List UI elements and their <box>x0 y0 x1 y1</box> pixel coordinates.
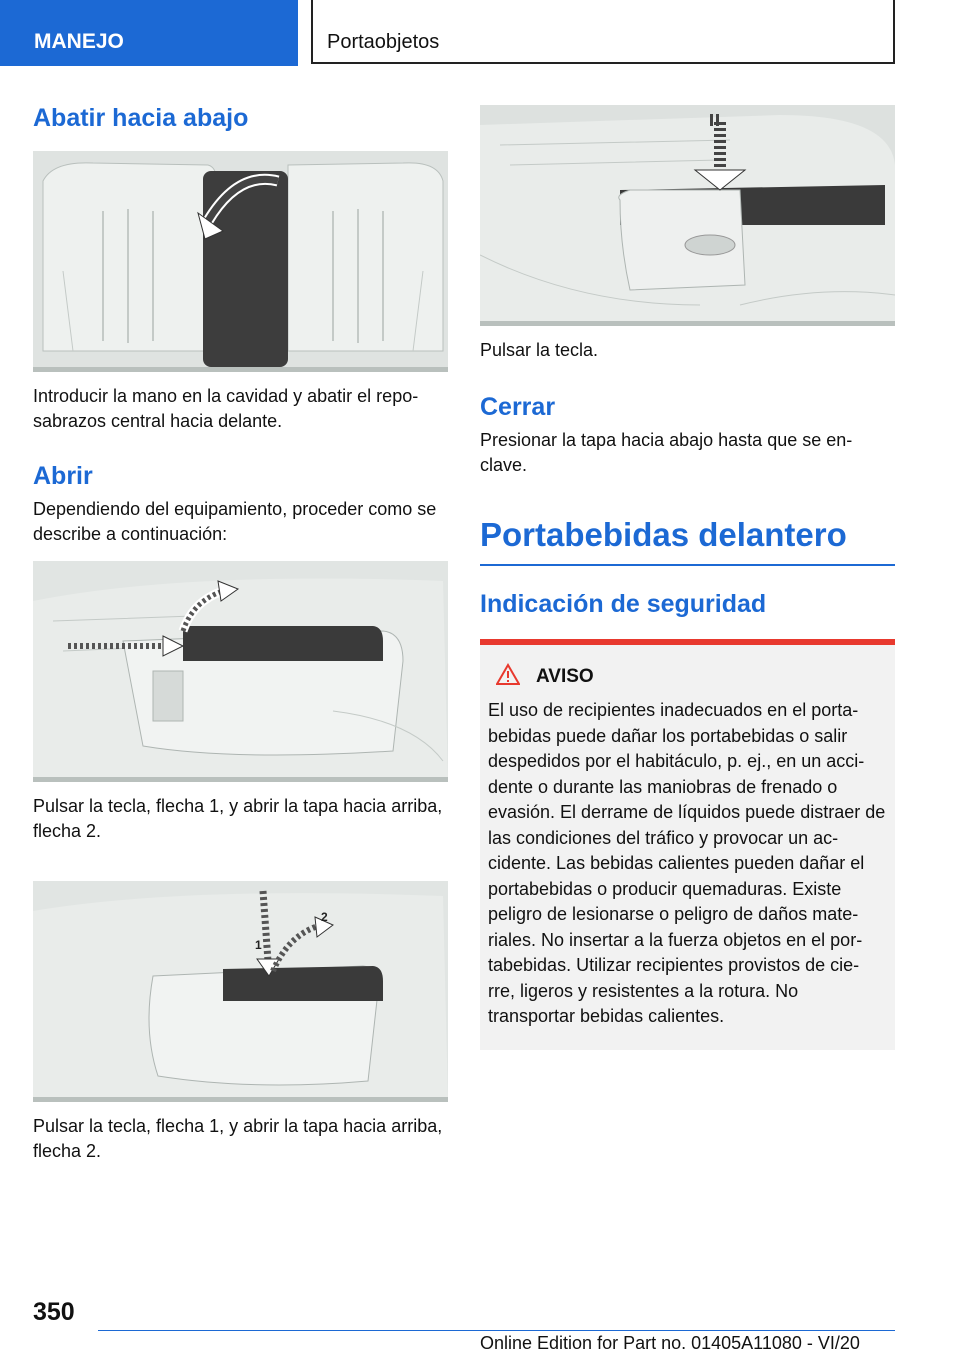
page-number: 350 <box>33 1298 75 1326</box>
paragraph-close: Presionar la tapa hacia abajo hasta que se en‐ clave. <box>480 430 853 475</box>
chapter-title: Portaobjetos <box>311 0 895 64</box>
paragraph-fold: Introducir la mano en la cavidad y abatir el repo‐ sabrazos central hacia delante. <box>33 386 419 431</box>
heading-section: Portabebidas delantero <box>480 516 847 553</box>
arrow-2-label: 2 <box>321 910 328 924</box>
caption-figure-4: Pulsar la tecla. <box>480 340 599 360</box>
heading-fold-down: Abatir hacia abajo <box>33 104 249 132</box>
warning-title: AVISO <box>536 665 594 687</box>
heading-open: Abrir <box>33 462 93 490</box>
footer-rule <box>98 1330 895 1331</box>
paragraph-open: Dependiendo del equipamiento, proceder como se describe a continuación: <box>33 499 437 544</box>
right-column <box>480 105 895 1050</box>
warning-triangle-icon <box>496 663 520 690</box>
figure-armrest-button <box>480 105 895 326</box>
left-column <box>33 100 448 1164</box>
heading-safety: Indicación de seguridad <box>480 590 767 618</box>
section-tab: MANEJO <box>0 0 298 66</box>
warning-header <box>496 663 887 690</box>
arrow-1-label: 1 <box>255 938 262 952</box>
caption-figure-2: Pulsar la tecla, flecha 1, y abrir la tapa hacia arriba, flecha 2. <box>33 796 443 841</box>
warning-box <box>480 645 895 1050</box>
footer-edition: Online Edition for Part no. 01405A11080 - VI/20 <box>480 1333 860 1353</box>
figure-armrest-open-2 <box>33 881 448 1102</box>
figure-armrest-open-1 <box>33 561 448 782</box>
caption-figure-3: Pulsar la tecla, flecha 1, y abrir la tapa hacia arriba, flecha 2. <box>33 1116 443 1161</box>
section-rule <box>480 564 895 566</box>
warning-text: El uso de recipientes inadecuados en el porta‐ bebidas puede dañar los portabebidas o salir despedidos por el habitáculo, p. ej., en un acci‐ dente o durante las maniobras de frenado o evasión. El derrame de líquidos puede distraer de las condiciones del tráfico y provocar un ac‐ cidente. Las bebidas calientes pueden dañar el portabebidas o producir quemaduras. Existe peligro de lesionarse o peligro de daños mate‐ riales. No insertar a la fuerza objetos en el por‐ tabebidas. Utilizar recipientes provistos de cie‐ rre, ligeros y resistentes a la rotura. No transportar bebidas calientes. <box>488 700 886 1026</box>
heading-close: Cerrar <box>480 393 556 421</box>
figure-seat-armrest-fold <box>33 151 448 372</box>
